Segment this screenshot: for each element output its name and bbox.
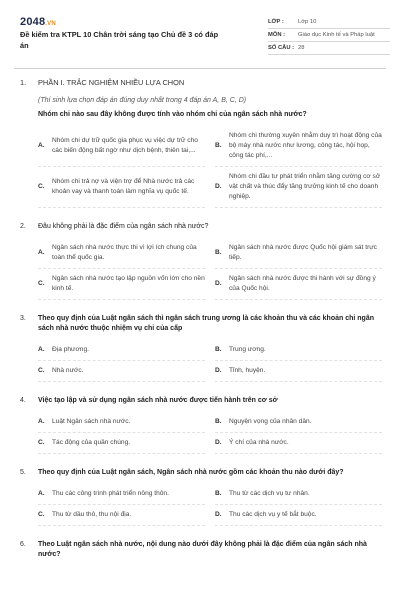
option-text: Nhóm chi dự trữ quốc gia phục vụ việc dự trữ cho các biến động bất ngờ như dịch bệnh, thiên tai,... bbox=[52, 137, 198, 154]
options-grid bbox=[38, 412, 382, 454]
option-letter: C. bbox=[38, 511, 45, 518]
option-text: Ngân sách nhà nước được Quốc hội giám sát trực tiếp. bbox=[229, 244, 377, 261]
option-text: Nguyện vọng của nhân dân. bbox=[229, 418, 312, 425]
meta-key: LỚP : bbox=[268, 19, 284, 25]
divider bbox=[14, 68, 386, 69]
meta-row bbox=[268, 42, 390, 55]
option-letter: C. bbox=[38, 183, 45, 190]
option-letter: B. bbox=[215, 142, 222, 149]
question bbox=[20, 540, 382, 560]
option-letter: A. bbox=[38, 142, 45, 149]
option-text: Ngân sách nhà nước thực thi vì lợi ích chung của toàn thể quốc gia. bbox=[52, 244, 197, 261]
answer-option[interactable] bbox=[38, 340, 205, 361]
options-grid bbox=[38, 484, 382, 526]
answer-option[interactable] bbox=[215, 167, 382, 208]
answer-option[interactable] bbox=[38, 238, 205, 269]
page-title: Đề kiểm tra KTPL 10 Chân trời sáng tạo Chủ đề 3 có đáp án bbox=[20, 30, 219, 50]
option-letter: A. bbox=[38, 346, 45, 353]
option-letter: A. bbox=[38, 418, 45, 425]
answer-option[interactable] bbox=[38, 361, 205, 382]
option-letter: C. bbox=[38, 367, 45, 374]
option-text: Ngân sách nhà nước tạo lập nguồn vốn lớn cho nền kinh tế. bbox=[52, 275, 205, 292]
meta-table bbox=[268, 16, 390, 55]
question bbox=[20, 396, 382, 406]
answer-option[interactable] bbox=[215, 505, 382, 526]
options-grid bbox=[38, 340, 382, 382]
section-heading bbox=[20, 78, 382, 87]
answer-option[interactable] bbox=[215, 484, 382, 505]
option-letter: D. bbox=[215, 367, 222, 374]
logo-main: 2048 bbox=[20, 16, 46, 28]
answer-option[interactable] bbox=[215, 340, 382, 361]
question-number: 3. bbox=[20, 315, 26, 322]
meta-value: Giáo dục Kinh tế và Pháp luật bbox=[298, 32, 375, 38]
option-letter: B. bbox=[215, 249, 222, 256]
option-letter: B. bbox=[215, 418, 222, 425]
question-text: Việc tạo lập và sử dụng ngân sách nhà nước được tiến hành trên cơ sở bbox=[38, 397, 278, 404]
site-logo[interactable] bbox=[20, 16, 56, 28]
option-text: Luật Ngân sách nhà nước. bbox=[52, 418, 131, 425]
meta-value: Lớp 10 bbox=[298, 19, 317, 25]
answer-option[interactable] bbox=[38, 484, 205, 505]
answer-option[interactable] bbox=[215, 361, 382, 382]
question-number: 4. bbox=[20, 397, 26, 404]
option-text: Thu các công trình phát triển nông thôn. bbox=[52, 490, 169, 497]
option-letter: C. bbox=[38, 280, 45, 287]
answer-option[interactable] bbox=[215, 126, 382, 167]
option-letter: A. bbox=[38, 249, 45, 256]
option-letter: D. bbox=[215, 511, 222, 518]
question-text: Theo quy định của Luật ngân sách, Ngân sách nhà nước gồm các khoản thu nào dưới đây? bbox=[38, 469, 344, 476]
question-number: 6. bbox=[20, 541, 26, 548]
option-letter: D. bbox=[215, 439, 222, 446]
options-grid bbox=[38, 126, 382, 208]
section-number: 1. bbox=[20, 78, 27, 87]
answer-option[interactable] bbox=[38, 433, 205, 454]
answer-option[interactable] bbox=[215, 433, 382, 454]
option-text: Nhà nước. bbox=[52, 367, 84, 374]
option-text: Thu từ dầu thô, thu nội địa. bbox=[52, 511, 132, 518]
meta-value: 28 bbox=[298, 45, 305, 51]
question-number bbox=[20, 110, 38, 120]
option-text: Địa phương. bbox=[52, 346, 89, 353]
answer-option[interactable] bbox=[38, 126, 205, 167]
meta-key: MÔN : bbox=[268, 32, 286, 38]
option-text: Ngân sách nhà nước được thi hành với sự đồng ý của Quốc hội. bbox=[229, 275, 376, 292]
answer-option[interactable] bbox=[215, 412, 382, 433]
question-text: Theo quy định của Luật ngân sách thì ngân sách trung ương là các khoản thu và các khoản chi ngân sách nhà nước thuộc nhiệm vụ chi của cấp bbox=[38, 315, 374, 332]
question-list bbox=[20, 78, 382, 560]
question bbox=[20, 314, 382, 334]
option-letter: B. bbox=[215, 346, 222, 353]
meta-row bbox=[268, 29, 390, 42]
option-letter: C. bbox=[38, 439, 45, 446]
option-text: Nhóm chi đầu tư phát triển nhằm tăng cường cơ sở vật chất và thúc đẩy tăng trưởng kinh tế cho doanh nghiệp. bbox=[229, 173, 381, 200]
question-text: Theo Luật ngân sách nhà nước, nội dung nào dưới đây không phải là đặc điểm của ngân sách nhà nước? bbox=[38, 541, 367, 558]
option-text: Ý chí của nhà nước. bbox=[229, 439, 289, 446]
option-letter: D. bbox=[215, 280, 222, 287]
answer-option[interactable] bbox=[215, 238, 382, 269]
section-note: (Thí sinh lựa chọn đáp án đúng duy nhất trong 4 đáp án A, B, C, D) bbox=[38, 97, 247, 104]
option-letter: A. bbox=[38, 490, 45, 497]
document-header bbox=[14, 14, 386, 58]
question-number: 2. bbox=[20, 223, 26, 230]
option-text: Thu từ các dịch vụ tư nhân. bbox=[229, 490, 310, 497]
option-letter: B. bbox=[215, 490, 222, 497]
answer-option[interactable] bbox=[38, 505, 205, 526]
question-text: Đâu không phải là đặc điểm của ngân sách nhà nước? bbox=[38, 223, 209, 230]
question-number: 5. bbox=[20, 469, 26, 476]
option-text: Nhóm chi trả nợ và viện trợ để Nhà nước trả các khoản vay và thanh toán làm nghĩa vụ quốc tế. bbox=[52, 178, 195, 195]
option-text: Trung ương. bbox=[229, 346, 266, 353]
option-letter: D. bbox=[215, 183, 222, 190]
question bbox=[20, 468, 382, 478]
section-title: PHẦN I. TRẮC NGHIỆM NHIỀU LỰA CHỌN bbox=[38, 78, 185, 87]
option-text: Tỉnh, huyện. bbox=[229, 367, 266, 374]
answer-option[interactable] bbox=[38, 412, 205, 433]
logo-sub: .VN bbox=[45, 21, 56, 27]
meta-key: SỐ CÂU : bbox=[268, 45, 295, 51]
option-text: Thu các dịch vụ y tế bắt buộc. bbox=[229, 511, 317, 518]
answer-option[interactable] bbox=[38, 269, 205, 300]
answer-option[interactable] bbox=[38, 167, 205, 208]
option-text: Tác động của quần chúng. bbox=[52, 439, 131, 446]
question bbox=[20, 222, 382, 232]
questions-container bbox=[20, 110, 382, 560]
question bbox=[20, 110, 382, 120]
options-grid bbox=[38, 238, 382, 300]
answer-option[interactable] bbox=[215, 269, 382, 300]
meta-row bbox=[268, 16, 390, 29]
question-text: Nhóm chi nào sau đây không được tính vào nhóm chi của ngân sách nhà nước? bbox=[38, 111, 307, 118]
option-text: Nhóm chi thường xuyên nhằm duy trì hoạt động của bộ máy nhà nước như lương, công tác, hội họp, công tác phí,... bbox=[229, 132, 382, 159]
